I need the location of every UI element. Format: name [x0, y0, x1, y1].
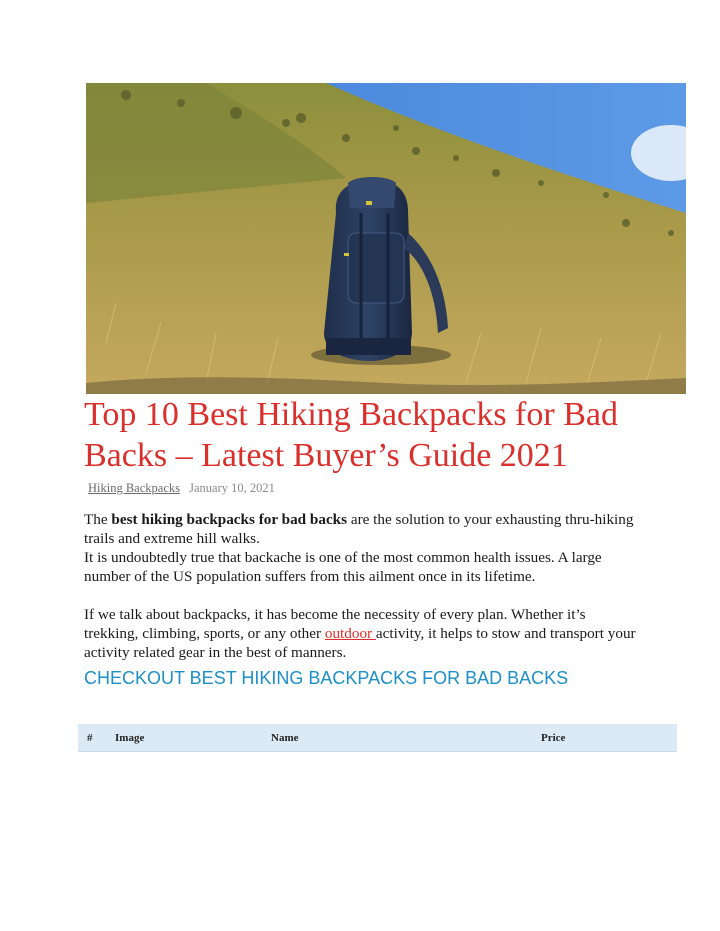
outdoor-link[interactable]: outdoor	[324, 625, 376, 642]
comparison-table-header	[78, 724, 677, 752]
column-header-price: Price	[541, 732, 566, 744]
column-header-number: #	[87, 732, 93, 744]
article-title: Top 10 Best Hiking Backpacks for Bad Backs – Latest Buyer’s Guide 2021	[84, 396, 618, 474]
intro-paragraph	[84, 510, 640, 548]
para3-suffix: activity, it helps to stow and transport your activity related gear in the best of manners.	[84, 625, 636, 661]
article-body	[84, 510, 640, 662]
para3-prefix: If we talk about backpacks, it has become the necessity of every plan. Whether it’s trekking, climbing, sports, or any other	[84, 606, 586, 642]
backache-paragraph: It is undoubtedly true that backache is one of the most common health issues. A large number of the US population suffers from this ailment once in its lifetime.	[84, 549, 602, 585]
intro-suffix: are the solution to your exhausting thru-hiking trails and extreme hill walks.	[84, 511, 634, 547]
column-header-name: Name	[271, 732, 299, 744]
backpack-photo	[86, 83, 686, 394]
backpack-paragraph	[84, 605, 640, 662]
checkout-heading: CHECKOUT BEST HIKING BACKPACKS FOR BAD BACKS	[84, 668, 569, 688]
post-date: January 10, 2021	[189, 481, 275, 495]
article-meta	[88, 481, 275, 496]
hero-image	[86, 83, 686, 394]
intro-prefix: The	[84, 511, 112, 528]
column-header-image: Image	[115, 732, 145, 744]
intro-keyword: best hiking backpacks for bad backs	[111, 511, 348, 528]
category-link[interactable]: Hiking Backpacks	[88, 481, 180, 495]
